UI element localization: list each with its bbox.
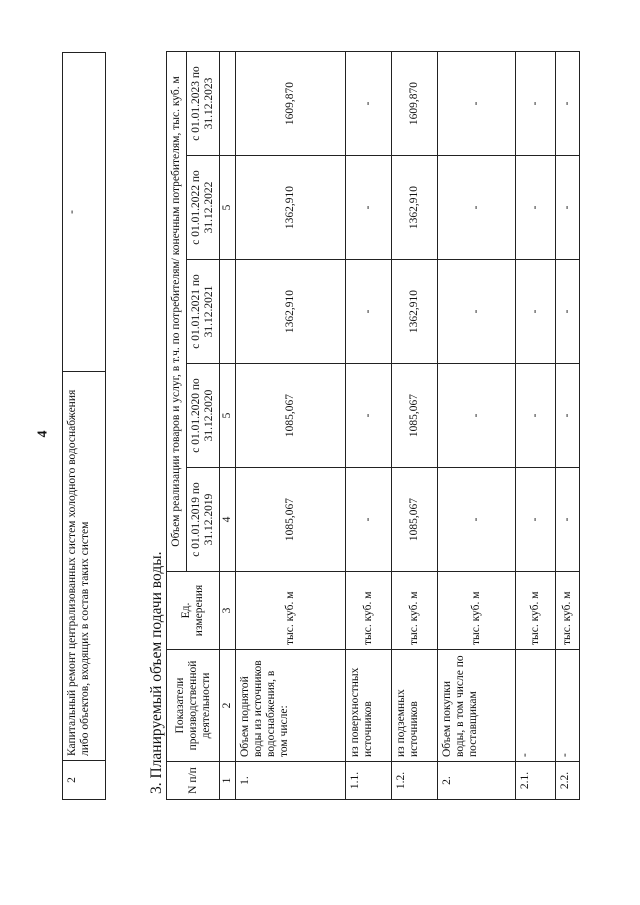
table-body bbox=[236, 51, 580, 799]
table-row bbox=[556, 51, 580, 799]
col-number: 5 bbox=[220, 156, 236, 260]
row-value: - bbox=[556, 260, 580, 364]
header-volume-group: Объем реализации товаров и услуг, в т.ч. по потребителям/ конечным потребителям, тыс. куб. м bbox=[167, 51, 187, 571]
row-value: 1609,870 bbox=[236, 51, 346, 155]
row-number: 2. bbox=[438, 762, 516, 800]
row-value: 1085,067 bbox=[392, 364, 438, 468]
row-number: 1. bbox=[236, 762, 346, 800]
header-row bbox=[167, 51, 187, 799]
col-number: 1 bbox=[220, 762, 236, 800]
period-2022: с 01.01.2022 по 31.12.2022 bbox=[187, 156, 220, 260]
col-number: 4 bbox=[220, 468, 236, 572]
table-row bbox=[438, 51, 516, 799]
row-value: - bbox=[556, 51, 580, 155]
period-2021: с 01.01.2021 по 31.12.2021 bbox=[187, 260, 220, 364]
top-table bbox=[62, 52, 106, 800]
row-number: 1.2. bbox=[392, 762, 438, 800]
row-value: 1362,910 bbox=[392, 156, 438, 260]
row-value: 1362,910 bbox=[392, 260, 438, 364]
row-value: - bbox=[346, 468, 392, 572]
row-text: Капитальный ремонт централизованных систем холодного водоснабжения либо объектов, входящих в состав таких систем bbox=[63, 372, 106, 761]
row-indicator: из подземных источников bbox=[392, 650, 438, 762]
row-value: - bbox=[516, 156, 556, 260]
row-value: - bbox=[346, 260, 392, 364]
row-number: 2.1. bbox=[516, 762, 556, 800]
row-value: 1085,067 bbox=[236, 364, 346, 468]
row-value: 1362,910 bbox=[236, 156, 346, 260]
row-value: 1085,067 bbox=[236, 468, 346, 572]
row-value: - bbox=[438, 51, 516, 155]
header-unit: Ед. измерения bbox=[167, 572, 220, 650]
row-indicator: - bbox=[516, 650, 556, 762]
row-value: - bbox=[556, 468, 580, 572]
page-number-vertical bbox=[36, 431, 52, 438]
row-unit: тыс. куб. м bbox=[556, 572, 580, 650]
row-number: 2.2. bbox=[556, 762, 580, 800]
col-number: 3 bbox=[220, 572, 236, 650]
row-value: 1609,870 bbox=[392, 51, 438, 155]
row-unit: тыс. куб. м bbox=[516, 572, 556, 650]
row-unit: тыс. куб. м bbox=[346, 572, 392, 650]
row-indicator: Объем покупки воды, в том числе по поставщикам bbox=[438, 650, 516, 762]
section-title: 3. Планируемый объем подачи воды. bbox=[148, 551, 165, 794]
row-value: - bbox=[438, 156, 516, 260]
table-row bbox=[346, 51, 392, 799]
row-value: - bbox=[438, 468, 516, 572]
rotated-content bbox=[40, 62, 600, 852]
table-row bbox=[63, 53, 106, 800]
row-value: - bbox=[438, 364, 516, 468]
col-number: 2 bbox=[220, 650, 236, 762]
col-number: 5 bbox=[220, 364, 236, 468]
row-value: 1085,067 bbox=[392, 468, 438, 572]
row-value: - bbox=[516, 364, 556, 468]
row-value: - bbox=[556, 364, 580, 468]
row-unit: тыс. куб. м bbox=[236, 572, 346, 650]
col-number bbox=[220, 51, 236, 155]
row-value: - bbox=[346, 156, 392, 260]
row-unit: тыс. куб. м bbox=[438, 572, 516, 650]
header-np: N п/п bbox=[167, 762, 220, 800]
row-value: - bbox=[346, 364, 392, 468]
period-2023: с 01.01.2023 по 31.12.2023 bbox=[187, 51, 220, 155]
page-number-text: 4 bbox=[35, 430, 51, 438]
row-indicator: Объем поднятой воды из источников водоснабжения, в том числе: bbox=[236, 650, 346, 762]
period-2020: с 01.01.2020 по 31.12.2020 bbox=[187, 364, 220, 468]
row-value: - bbox=[346, 51, 392, 155]
row-value: - bbox=[556, 156, 580, 260]
row-number: 2 bbox=[63, 761, 106, 800]
row-indicator: из поверхностных источников bbox=[346, 650, 392, 762]
row-value: - bbox=[516, 260, 556, 364]
row-number: 1.1. bbox=[346, 762, 392, 800]
column-number-row bbox=[220, 51, 236, 799]
row-value: - bbox=[516, 51, 556, 155]
col-number bbox=[220, 260, 236, 364]
row-indicator: - bbox=[556, 650, 580, 762]
row-value: - bbox=[438, 260, 516, 364]
row-value: - bbox=[516, 468, 556, 572]
header-indicator: Показатели производственной деятельности bbox=[167, 650, 220, 762]
table-row bbox=[236, 51, 346, 799]
row-value: 1362,910 bbox=[236, 260, 346, 364]
table-row bbox=[392, 51, 438, 799]
row-value: - bbox=[63, 53, 106, 372]
table-row bbox=[516, 51, 556, 799]
volume-table bbox=[166, 51, 580, 800]
row-unit: тыс. куб. м bbox=[392, 572, 438, 650]
period-2019: с 01.01.2019 по 31.12.2019 bbox=[187, 468, 220, 572]
